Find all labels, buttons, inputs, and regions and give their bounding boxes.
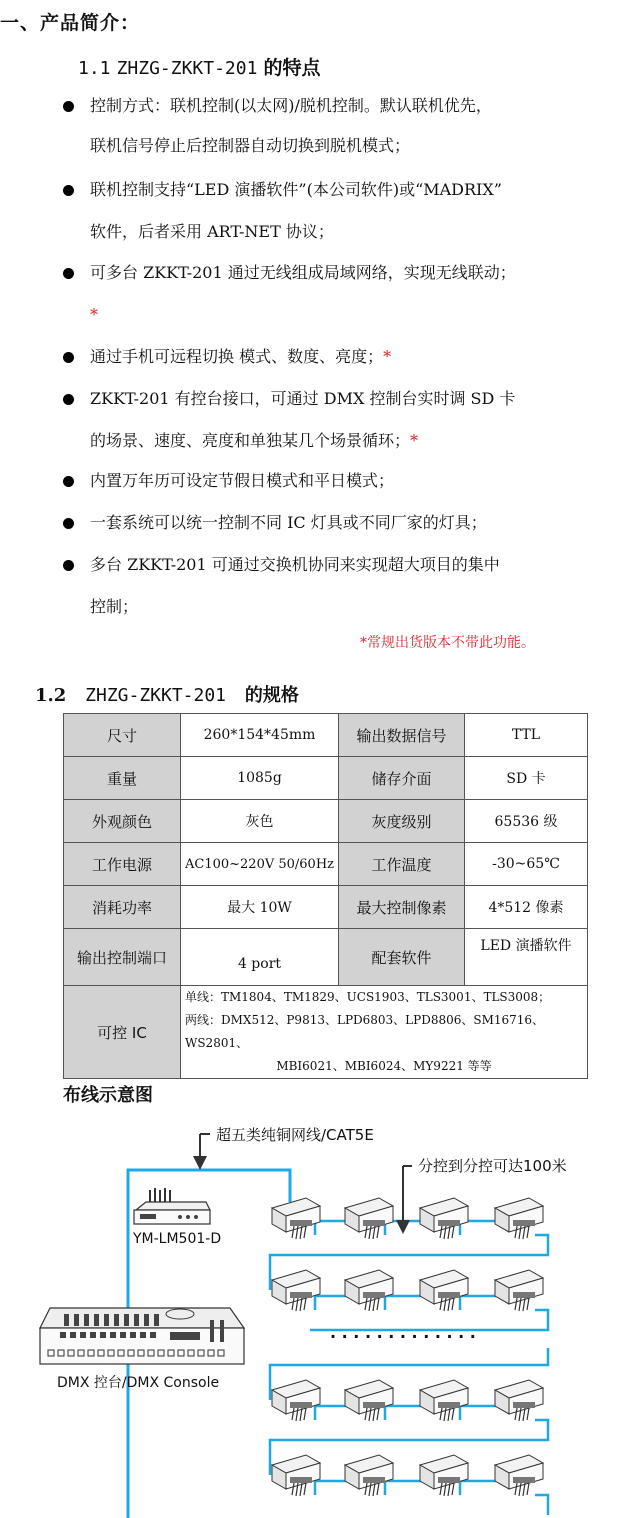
feature-heading-model: ZHZG-ZKKT-201 [116,58,258,79]
feature-line: 可多台 ZKKT-201 通过无线组成局域网络，实现无线联动； [90,263,516,282]
feature-line: 的场景、速度、亮度和单独某几个场景循环； [90,431,411,450]
feature-line: 一套系统可以统一控制不同 IC 灯具或不同厂家的灯具； [90,513,487,532]
table-row [64,843,588,886]
table-row [64,986,588,1079]
feature-line: 控制； [90,597,139,616]
feature-heading-suffix: 的特点 [263,57,321,79]
feature-line: ZKKT-201 有控台接口，可通过 DMX 控制台实时调 SD 卡 [90,389,516,408]
table-row [64,757,588,800]
node-device [495,1198,543,1239]
bullet-icon [63,476,74,487]
spec-label: 储存介面 [339,757,465,800]
distance-arrow-icon [396,1166,412,1234]
spec-value: 4 port [181,929,339,986]
bullet-icon [63,268,74,279]
spec-value: 4*512 像素 [465,886,588,929]
node-device [495,1270,543,1311]
cable-arrow-icon [193,1134,210,1170]
spec-label: 尺寸 [64,714,181,757]
table-row [64,886,588,929]
ellipsis: · · · · · · · · · · · · · [330,1327,476,1346]
feature-heading [78,53,321,80]
node-row [272,1380,543,1421]
feature-line: 联机控制支持“LED 演播软件”(本公司软件)或“MADRIX” [90,180,502,199]
node-device [495,1455,543,1496]
feature-line: 联机信号停止后控制器自动切换到脱机模式； [90,136,411,155]
spec-label: 外观颜色 [64,800,181,843]
spec-heading-suffix: 的规格 [244,685,299,706]
bullet-icon [63,185,74,196]
spec-value: 1085g [181,757,339,800]
ic-list [181,986,588,1079]
table-row [64,800,588,843]
node-row [272,1455,543,1496]
section-title: 一、产品简介： [0,12,141,34]
feature-line: 通过手机可远程切换 模式、数度、亮度； [90,347,384,366]
wiring-title: 布线示意图 [63,1085,153,1106]
spec-label: 最大控制像素 [339,886,465,929]
spec-label: 消耗功率 [64,886,181,929]
spec-value: SD 卡 [465,757,588,800]
spec-label: 配套软件 [339,929,465,986]
footnote: *常规出货版本不带此功能。 [360,635,535,651]
spec-label: 工作电源 [64,843,181,886]
cable-line [535,1495,548,1515]
spec-value: 灰色 [181,800,339,843]
bullet-icon [63,518,74,529]
spec-label: 输出数据信号 [339,714,465,757]
spec-label: 输出控制端口 [64,929,181,986]
node-device [272,1270,320,1311]
node-row [272,1270,543,1311]
ic-line: MBI6021、MBI6024、MY9221 等等 [276,1059,492,1073]
spec-label: 灰度级别 [339,800,465,843]
node-row [272,1198,543,1239]
ic-line: 两线：DMX512、P9813、LPD6803、LPD8806、SM16716、WS2801、 [185,1013,545,1050]
node-device [272,1198,320,1239]
feature-star: * [410,431,419,450]
node-device [272,1455,320,1496]
cable-label: 超五类纯铜网线/CAT5E [216,1126,374,1144]
spec-value: AC100~220V 50/60Hz [181,843,339,886]
spec-value: LED 演播软件 [465,929,588,986]
bullet-icon [63,101,74,112]
spec-value: 最大 10W [181,886,339,929]
bullet-icon [63,352,74,363]
spec-value: 260*154*45mm [181,714,339,757]
table-row [64,929,588,986]
feature-star: * [90,305,98,324]
spec-heading [35,681,299,707]
feature-line: 内置万年历可设定节假日模式和平日模式； [90,471,395,490]
distance-label: 分控到分控可达100米 [418,1157,567,1175]
spec-heading-number: 1.2 [35,685,67,706]
ic-line: 单线：TM1804、TM1829、UCS1903、TLS3001、TLS3008； [185,990,551,1004]
feature-star: * [383,347,392,366]
spec-label: 工作温度 [339,843,465,886]
bullet-icon [63,394,74,405]
spec-value: 65536 级 [465,800,588,843]
spec-heading-model: ZHZG-ZKKT-201 [85,685,227,706]
feature-heading-number: 1.1 [78,58,111,79]
bullet-icon [63,560,74,571]
controller-label: YM-LM501-D [133,1231,222,1247]
wiring-diagram [0,1110,633,1518]
spec-value: TTL [465,714,588,757]
feature-line: 控制方式：联机控制(以太网)/脱机控制。默认联机优先， [90,96,492,115]
feature-line: 软件，后者采用 ART-NET 协议； [90,222,334,241]
spec-value: -30~65℃ [465,843,588,886]
spec-label: 重量 [64,757,181,800]
feature-line: 多台 ZKKT-201 可通过交换机协同来实现超大项目的集中 [90,555,500,574]
dmx-console [40,1308,244,1364]
spec-label: 可控 IC [64,986,181,1079]
console-label: DMX 控台/DMX Console [57,1375,220,1391]
node-device [495,1380,543,1421]
node-device [272,1380,320,1421]
controller-device [134,1188,210,1224]
spec-table [63,713,588,1079]
table-row [64,714,588,757]
